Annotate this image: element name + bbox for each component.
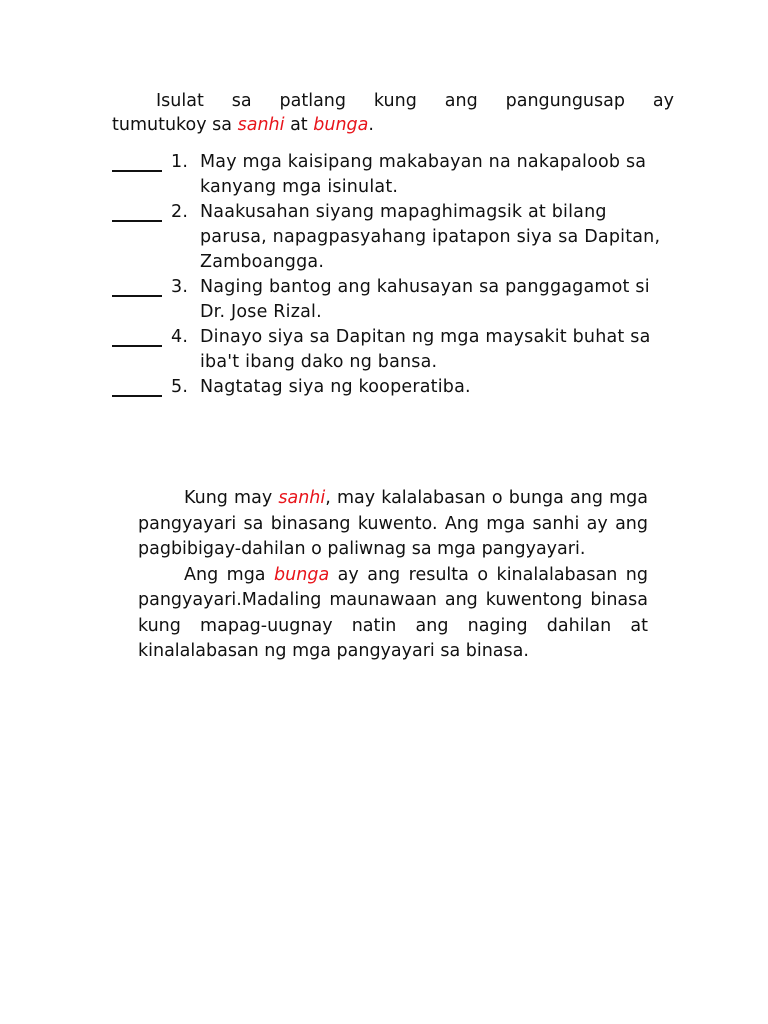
instruction-line-2-prefix: tumutukoy sa — [112, 115, 233, 135]
instruction-line-1: Isulat sa patlang kung ang pangungusap ay — [156, 91, 674, 111]
item-text: Naging bantog ang kahusayan sa panggagamot si Dr. Jose Rizal. — [200, 277, 650, 322]
answer-blank[interactable] — [112, 325, 162, 347]
explanation-note — [138, 486, 648, 665]
instruction-at: at — [290, 115, 308, 135]
list-item — [112, 150, 674, 200]
answer-blank[interactable] — [112, 375, 162, 397]
item-number: 2. — [171, 202, 189, 222]
item-number: 5. — [171, 377, 189, 397]
answer-blank[interactable] — [112, 200, 162, 222]
item-number: 4. — [171, 327, 189, 347]
list-item — [112, 275, 674, 325]
answer-blank[interactable] — [112, 275, 162, 297]
note-paragraph-2 — [138, 563, 648, 665]
answer-blank[interactable] — [112, 150, 162, 172]
item-text: Nagtatag siya ng kooperatiba. — [200, 377, 471, 397]
item-number: 3. — [171, 277, 189, 297]
list-item — [112, 325, 674, 375]
instruction-text — [112, 89, 674, 137]
list-item — [112, 375, 674, 400]
item-text: Naakusahan siyang mapaghimagsik at bilang parusa, napagpasyahang ipatapon siya sa Dapitan, Zamboangga. — [200, 202, 661, 272]
instruction-period: . — [368, 115, 374, 135]
note-p1-after: , may kalalabasan o bunga ang mga pangyayari sa binasang kuwento. Ang mga sanhi ay ang pagbibigay-dahilan o paliwnag sa mga pangyayari. — [138, 488, 648, 559]
list-item — [112, 200, 674, 275]
instruction-sanhi: sanhi — [237, 115, 285, 135]
note-p1-sanhi: sanhi — [278, 488, 326, 508]
note-p2-after: ay ang resulta o kinalalabasan ng pangyayari.Madaling maunawaan ang kuwentong binasa kung mapag-uugnay natin ang naging dahilan at kinalalabasan ng mga pangyayari sa binasa. — [138, 564, 648, 661]
note-p2-before: Ang mga — [184, 564, 266, 585]
note-p2-bunga: bunga — [274, 564, 330, 585]
item-number: 1. — [171, 152, 189, 172]
item-text: Dinayo siya sa Dapitan ng mga maysakit buhat sa iba't ibang dako ng bansa. — [200, 327, 651, 372]
note-paragraph-1 — [138, 486, 648, 563]
instruction-bunga: bunga — [313, 115, 369, 135]
exercise-list — [112, 150, 674, 400]
item-text: May mga kaisipang makabayan na nakapaloob sa kanyang mga isinulat. — [200, 152, 647, 197]
note-p1-before: Kung may — [184, 488, 273, 508]
